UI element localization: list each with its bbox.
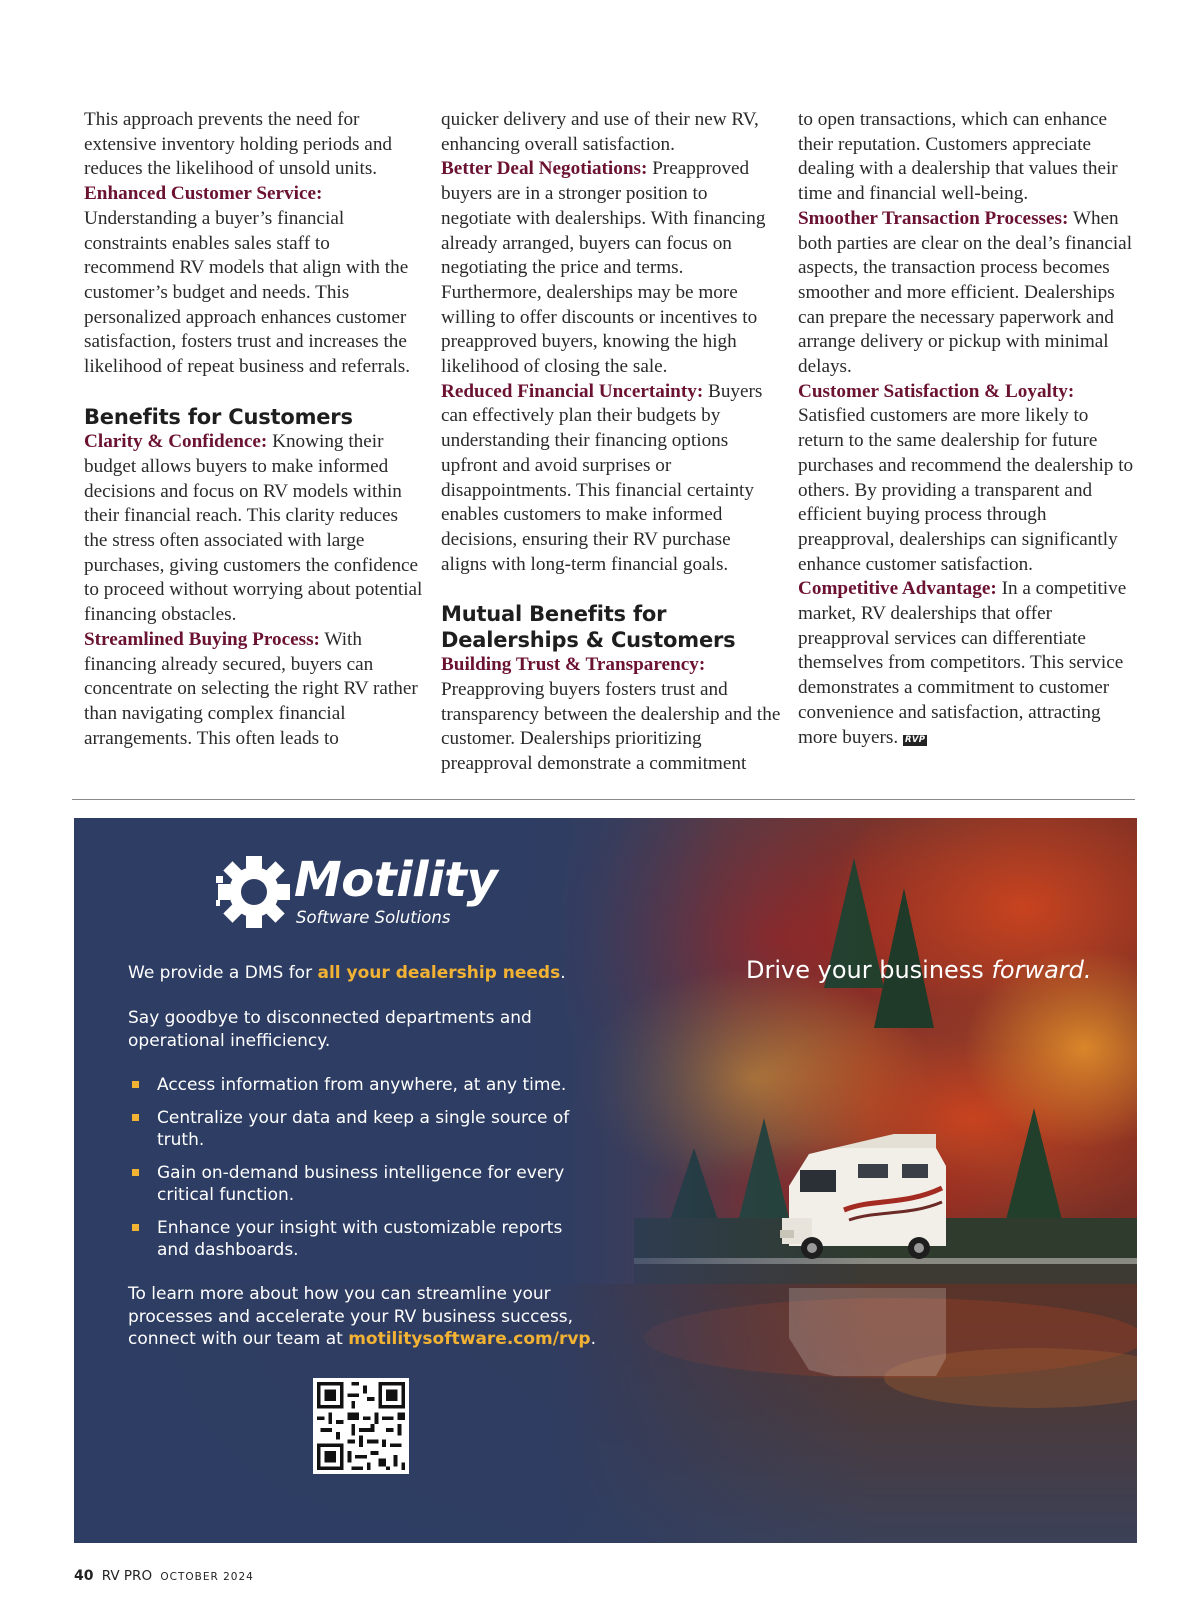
paragraph-body: Buyers can effectively plan their budgets by understanding their financing options upfront and avoid surprises or disappointments. This financial certainty enables customers to make informed decisions, ensuring their RV purchase aligns with long-term financial goals. (441, 380, 763, 575)
ad-website-link[interactable]: motilitysoftware.com/rvp (348, 1329, 591, 1349)
paragraph-body: Knowing their budget allows buyers to make informed decisions and focus on RV models within their financial reach. This clarity reduces the stress often associated with large purchases, giving customers the confidence to proceed without worrying about potential financing obstacles. (84, 431, 423, 626)
paragraph-lead: Streamlined Buying Process: (84, 628, 320, 650)
paragraph-body: Understanding a buyer’s financial constraints enables sales staff to recommend RV models that align with the customer’s budget and needs. This personalized approach enhances customer satisfaction, fosters trust and increases the likelihood of repeat business and referrals. (84, 207, 411, 378)
list-item: Centralize your data and keep a single source of truth. (128, 1107, 598, 1152)
article-paragraph: to open transactions, which can enhance their reputation. Customers appreciate dealing with a dealership that values their time and financial well-being. (798, 109, 1118, 205)
bullet-square-icon (132, 1081, 139, 1088)
motility-advertisement[interactable] (74, 818, 1137, 1543)
bullet-square-icon (132, 1224, 139, 1231)
article-paragraph (441, 380, 781, 578)
ad-intro: We provide a DMS for all your dealership needs. (128, 963, 566, 983)
article-paragraph (798, 577, 1138, 750)
section-divider (72, 799, 1135, 800)
paragraph-lead: Customer Satisfaction & Loyalty: (798, 380, 1075, 402)
paragraph-body: Satisfied customers are more likely to return to the same dealership for future purchases and recommend the dealership to others. By providing a transparent and efficient buying process through preapproval, dealerships can significantly enhance customer satisfaction. (798, 405, 1134, 575)
paragraph-body: With financing already secured, buyers can concentrate on selecting the right RV rather than navigating complex financial arrangements. This often leads to (84, 628, 418, 749)
paragraph-body: Preapproved buyers are in a stronger position to negotiate with dealerships. With financing already arranged, buyers can focus on negotiating the price and terms. Furthermore, dealerships may be more willing to offer discounts or incentives to preapproved buyers, knowing the high likelihood of closing the sale. (441, 158, 766, 378)
article-column-2 (441, 108, 781, 777)
article-paragraph (441, 653, 781, 777)
magazine-name: RV PRO (101, 1568, 153, 1584)
paragraph-body: Preapproving buyers fosters trust and transparency between the dealership and the customer. Dealerships prioritizing preapproval demonstrate a commitment (441, 679, 781, 775)
logo-subtitle: Software Solutions (296, 908, 451, 927)
article-column-1 (84, 108, 424, 751)
qr-code-icon[interactable] (313, 1378, 409, 1474)
list-item: Gain on-demand business intelligence for every critical function. (128, 1162, 598, 1207)
page-number: 40 (74, 1568, 94, 1584)
article-paragraph: quicker delivery and use of their new RV, enhancing overall satisfaction. (441, 109, 759, 155)
ad-content (74, 818, 1137, 1543)
ad-bullet-list (128, 1074, 598, 1272)
paragraph-lead: Smoother Transaction Processes: (798, 207, 1069, 229)
ad-call-to-action: To learn more about how you can streamline your processes and accelerate your RV business success, connect with our team at motilitysoftware.com/rvp. (128, 1284, 597, 1349)
article-paragraph: This approach prevents the need for extensive inventory holding periods and reduces the likelihood of unsold units. (84, 109, 393, 180)
article-column-3 (798, 108, 1138, 750)
paragraph-body: When both parties are clear on the deal’s financial aspects, the transaction process becomes smoother and more efficient. Dealerships can prepare the necessary paperwork and arrange delivery or pickup with minimal delays. (798, 207, 1133, 378)
ad-tagline: Drive your business forward. (746, 956, 1092, 984)
paragraph-lead: Enhanced Customer Service: (84, 183, 323, 205)
page-footer (74, 1568, 254, 1585)
logo-wordmark: Motility (294, 852, 498, 908)
section-heading: Benefits for Customers (84, 404, 353, 429)
bullet-square-icon (132, 1114, 139, 1121)
bullet-square-icon (132, 1169, 139, 1176)
rvp-end-mark-icon: RVP (904, 734, 926, 745)
list-item: Enhance your insight with customizable reports and dashboards. (128, 1217, 598, 1262)
gear-icon (216, 854, 292, 930)
article-paragraph (798, 380, 1138, 578)
section-heading (441, 602, 781, 653)
article-paragraph (84, 628, 424, 752)
paragraph-lead: Competitive Advantage: (798, 578, 997, 600)
paragraph-lead: Reduced Financial Uncertainty: (441, 380, 704, 402)
issue-date: OCTOBER 2024 (160, 1571, 254, 1583)
list-item: Access information from anywhere, at any time. (128, 1074, 598, 1097)
paragraph-lead: Building Trust & Transparency: (441, 654, 706, 676)
article-paragraph (798, 207, 1138, 380)
motility-logo[interactable] (216, 854, 516, 934)
ad-highlight: all your dealership needs (317, 963, 561, 983)
section-heading-line: Dealerships & Customers (441, 627, 736, 652)
article-columns (84, 108, 1136, 788)
paragraph-lead: Clarity & Confidence: (84, 431, 268, 453)
paragraph-body: In a competitive market, RV dealerships that offer preapproval services can differentiate themselves from competitors. This service demonstrates a commitment to customer convenience and satisfaction, attracting more buyers. (798, 578, 1127, 748)
article-paragraph (84, 182, 424, 380)
paragraph-lead: Better Deal Negotiations: (441, 158, 648, 180)
article-paragraph (84, 430, 424, 628)
article-paragraph (441, 157, 781, 379)
section-heading-line: Mutual Benefits for (441, 602, 667, 627)
ad-subhead: Say goodbye to disconnected departments and operational inefficiency. (128, 1008, 532, 1051)
